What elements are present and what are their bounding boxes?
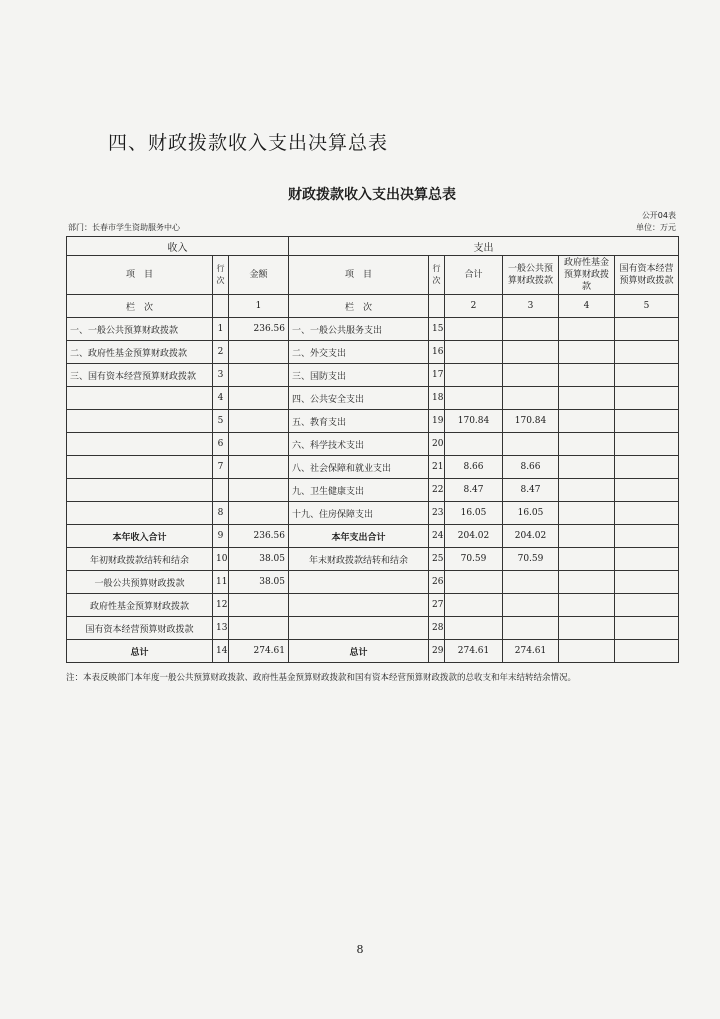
expense-total-cell [445, 594, 503, 617]
income-amount-cell [229, 387, 289, 410]
expense-gov-fund-cell [559, 617, 615, 640]
expense-general-budget-cell [503, 433, 559, 456]
table-row [67, 364, 679, 387]
col4-index: 4 [559, 295, 615, 318]
expense-row-no-cell: 25 [429, 548, 445, 571]
expense-item-cell: 年末财政拨款结转和结余 [289, 548, 429, 571]
income-amount-cell [229, 341, 289, 364]
expense-gov-fund-cell [559, 387, 615, 410]
expense-row-no-cell: 21 [429, 456, 445, 479]
expense-item-header: 项 目 [289, 256, 429, 295]
income-row-no-header: 行次 [213, 256, 229, 295]
expense-item-cell: 九、卫生健康支出 [289, 479, 429, 502]
income-item-cell: 总计 [67, 640, 213, 663]
expense-total-cell: 170.84 [445, 410, 503, 433]
summary-row [67, 594, 679, 617]
expense-row-no-cell: 20 [429, 433, 445, 456]
expense-general-budget-cell [503, 617, 559, 640]
column-header-row [67, 256, 679, 295]
expense-row-no-cell: 18 [429, 387, 445, 410]
expense-row-no-cell: 19 [429, 410, 445, 433]
state-capital-header: 国有资本经营预算财政拨款 [615, 256, 679, 295]
expense-section-header: 支出 [289, 237, 679, 256]
expense-total-cell: 16.05 [445, 502, 503, 525]
report-meta [66, 210, 678, 236]
income-row-no-cell: 9 [213, 525, 229, 548]
expense-gov-fund-cell [559, 433, 615, 456]
expense-item-cell: 八、社会保障和就业支出 [289, 456, 429, 479]
expense-gov-fund-cell [559, 410, 615, 433]
col5-index: 5 [615, 295, 679, 318]
summary-row [67, 571, 679, 594]
col1-index: 1 [229, 295, 289, 318]
table-row [67, 341, 679, 364]
income-row-no-cell: 8 [213, 502, 229, 525]
department-label: 部门：长春市学生资助服务中心 [68, 223, 180, 232]
income-item-header: 项 目 [67, 256, 213, 295]
expense-general-budget-cell: 274.61 [503, 640, 559, 663]
expense-general-budget-cell: 170.84 [503, 410, 559, 433]
income-amount-cell: 274.61 [229, 640, 289, 663]
income-item-cell: 本年收入合计 [67, 525, 213, 548]
expense-total-cell: 274.61 [445, 640, 503, 663]
income-amount-cell: 38.05 [229, 571, 289, 594]
expense-row-no-cell: 24 [429, 525, 445, 548]
expense-total-cell: 8.47 [445, 479, 503, 502]
income-amount-cell: 236.56 [229, 318, 289, 341]
expense-gov-fund-cell [559, 479, 615, 502]
expense-row-no-cell: 27 [429, 594, 445, 617]
income-item-cell [67, 410, 213, 433]
expense-general-budget-cell [503, 364, 559, 387]
expense-state-capital-cell [615, 364, 679, 387]
income-item-cell: 年初财政拨款结转和结余 [67, 548, 213, 571]
expense-total-cell [445, 571, 503, 594]
expense-column-label: 栏 次 [289, 295, 429, 318]
income-amount-cell: 38.05 [229, 548, 289, 571]
expense-total-cell [445, 433, 503, 456]
section-header-row [67, 237, 679, 256]
expense-general-budget-cell [503, 341, 559, 364]
expense-gov-fund-cell [559, 318, 615, 341]
expense-state-capital-cell [615, 548, 679, 571]
income-item-cell: 三、国有资本经营预算财政拨款 [67, 364, 213, 387]
expense-state-capital-cell [615, 433, 679, 456]
income-item-cell [67, 456, 213, 479]
income-amount-cell [229, 617, 289, 640]
income-amount-cell [229, 502, 289, 525]
unit-label: 单位：万元 [636, 223, 676, 232]
expense-row-no-cell: 17 [429, 364, 445, 387]
table-row [67, 410, 679, 433]
expense-total-cell [445, 387, 503, 410]
income-section-header: 收入 [67, 237, 289, 256]
expense-total-cell: 8.66 [445, 456, 503, 479]
expense-item-cell: 总计 [289, 640, 429, 663]
expense-total-cell [445, 617, 503, 640]
expense-general-budget-cell: 204.02 [503, 525, 559, 548]
income-item-cell: 二、政府性基金预算财政拨款 [67, 341, 213, 364]
expense-state-capital-cell [615, 456, 679, 479]
table-row [67, 456, 679, 479]
total-header: 合计 [445, 256, 503, 295]
income-row-no-cell: 5 [213, 410, 229, 433]
col2-index: 2 [445, 295, 503, 318]
expense-total-cell [445, 364, 503, 387]
form-number: 公开04表 [641, 211, 676, 220]
expense-item-cell: 十九、住房保障支出 [289, 502, 429, 525]
expense-general-budget-cell: 8.66 [503, 456, 559, 479]
expense-item-cell: 三、国防支出 [289, 364, 429, 387]
expense-item-cell: 二、外交支出 [289, 341, 429, 364]
income-item-cell [67, 502, 213, 525]
expense-state-capital-cell [615, 640, 679, 663]
income-amount-cell: 236.56 [229, 525, 289, 548]
expense-state-capital-cell [615, 410, 679, 433]
expense-gov-fund-cell [559, 364, 615, 387]
expense-total-cell: 204.02 [445, 525, 503, 548]
income-row-no-cell: 4 [213, 387, 229, 410]
expense-general-budget-cell [503, 571, 559, 594]
expense-general-budget-cell: 16.05 [503, 502, 559, 525]
expense-row-no-cell: 15 [429, 318, 445, 341]
expense-state-capital-cell [615, 571, 679, 594]
expense-row-no-cell: 16 [429, 341, 445, 364]
expense-total-cell [445, 318, 503, 341]
income-item-cell: 一般公共预算财政拨款 [67, 571, 213, 594]
page-number: 8 [356, 943, 364, 956]
expense-state-capital-cell [615, 387, 679, 410]
expense-total-cell: 70.59 [445, 548, 503, 571]
table-row [67, 479, 679, 502]
expense-state-capital-cell [615, 479, 679, 502]
income-amount-cell [229, 456, 289, 479]
report-table-container [66, 180, 678, 683]
income-item-cell [67, 433, 213, 456]
expense-gov-fund-cell [559, 456, 615, 479]
table-note: 注：本表反映部门本年度一般公共预算财政拨款、政府性基金预算财政拨款和国有资本经营预算财政拨款的总收支和年末结转结余情况。 [66, 673, 577, 683]
expense-row-no-cell: 26 [429, 571, 445, 594]
income-item-cell [67, 479, 213, 502]
expense-item-cell: 一、一般公共服务支出 [289, 318, 429, 341]
expense-gov-fund-cell [559, 548, 615, 571]
income-row-no-cell: 14 [213, 640, 229, 663]
expense-row-no-cell: 28 [429, 617, 445, 640]
income-row-no-cell: 13 [213, 617, 229, 640]
expense-state-capital-cell [615, 318, 679, 341]
income-row-no-cell: 2 [213, 341, 229, 364]
summary-row [67, 525, 679, 548]
income-row-no-cell: 3 [213, 364, 229, 387]
expense-state-capital-cell [615, 502, 679, 525]
budget-table [66, 236, 679, 663]
expense-state-capital-cell [615, 341, 679, 364]
income-row-no-cell: 11 [213, 571, 229, 594]
table-row [67, 318, 679, 341]
income-column-label: 栏 次 [67, 295, 213, 318]
expense-total-cell [445, 341, 503, 364]
page-heading: 四、财政拨款收入支出决算总表 [108, 132, 389, 154]
income-item-cell: 一、一般公共预算财政拨款 [67, 318, 213, 341]
income-row-no-cell: 1 [213, 318, 229, 341]
expense-general-budget-cell [503, 594, 559, 617]
report-title: 财政拨款收入支出决算总表 [288, 187, 456, 203]
expense-gov-fund-cell [559, 594, 615, 617]
expense-state-capital-cell [615, 617, 679, 640]
income-row-no-cell: 6 [213, 433, 229, 456]
expense-item-cell: 六、科学技术支出 [289, 433, 429, 456]
table-row [67, 433, 679, 456]
summary-row [67, 640, 679, 663]
expense-row-no-header: 行次 [429, 256, 445, 295]
expense-item-cell: 四、公共安全支出 [289, 387, 429, 410]
expense-gov-fund-cell [559, 341, 615, 364]
expense-gov-fund-cell [559, 571, 615, 594]
expense-general-budget-cell: 70.59 [503, 548, 559, 571]
income-amount-cell [229, 594, 289, 617]
expense-general-budget-cell: 8.47 [503, 479, 559, 502]
expense-general-budget-cell [503, 387, 559, 410]
income-row-no-cell: 10 [213, 548, 229, 571]
income-item-cell: 政府性基金预算财政拨款 [67, 594, 213, 617]
expense-row-no-cell: 29 [429, 640, 445, 663]
expense-row-no-cell: 22 [429, 479, 445, 502]
expense-item-cell [289, 594, 429, 617]
expense-gov-fund-cell [559, 525, 615, 548]
column-index-row [67, 295, 679, 318]
table-row [67, 387, 679, 410]
expense-gov-fund-cell [559, 502, 615, 525]
gov-fund-header: 政府性基金预算财政拨款 [559, 256, 615, 295]
expense-item-cell: 本年支出合计 [289, 525, 429, 548]
expense-row-no-cell: 23 [429, 502, 445, 525]
income-amount-cell [229, 433, 289, 456]
expense-gov-fund-cell [559, 640, 615, 663]
general-budget-header: 一般公共预算财政拨款 [503, 256, 559, 295]
income-row-no-cell: 7 [213, 456, 229, 479]
summary-row [67, 617, 679, 640]
income-row-no-cell: 12 [213, 594, 229, 617]
income-amount-cell [229, 410, 289, 433]
expense-item-cell [289, 571, 429, 594]
expense-state-capital-cell [615, 525, 679, 548]
table-row [67, 502, 679, 525]
col3-index: 3 [503, 295, 559, 318]
income-item-cell [67, 387, 213, 410]
expense-general-budget-cell [503, 318, 559, 341]
expense-state-capital-cell [615, 594, 679, 617]
expense-item-cell [289, 617, 429, 640]
income-amount-cell [229, 364, 289, 387]
expense-item-cell: 五、教育支出 [289, 410, 429, 433]
income-amount-cell [229, 479, 289, 502]
income-item-cell: 国有资本经营预算财政拨款 [67, 617, 213, 640]
income-row-no-cell [213, 479, 229, 502]
amount-header: 金额 [229, 256, 289, 295]
summary-row [67, 548, 679, 571]
